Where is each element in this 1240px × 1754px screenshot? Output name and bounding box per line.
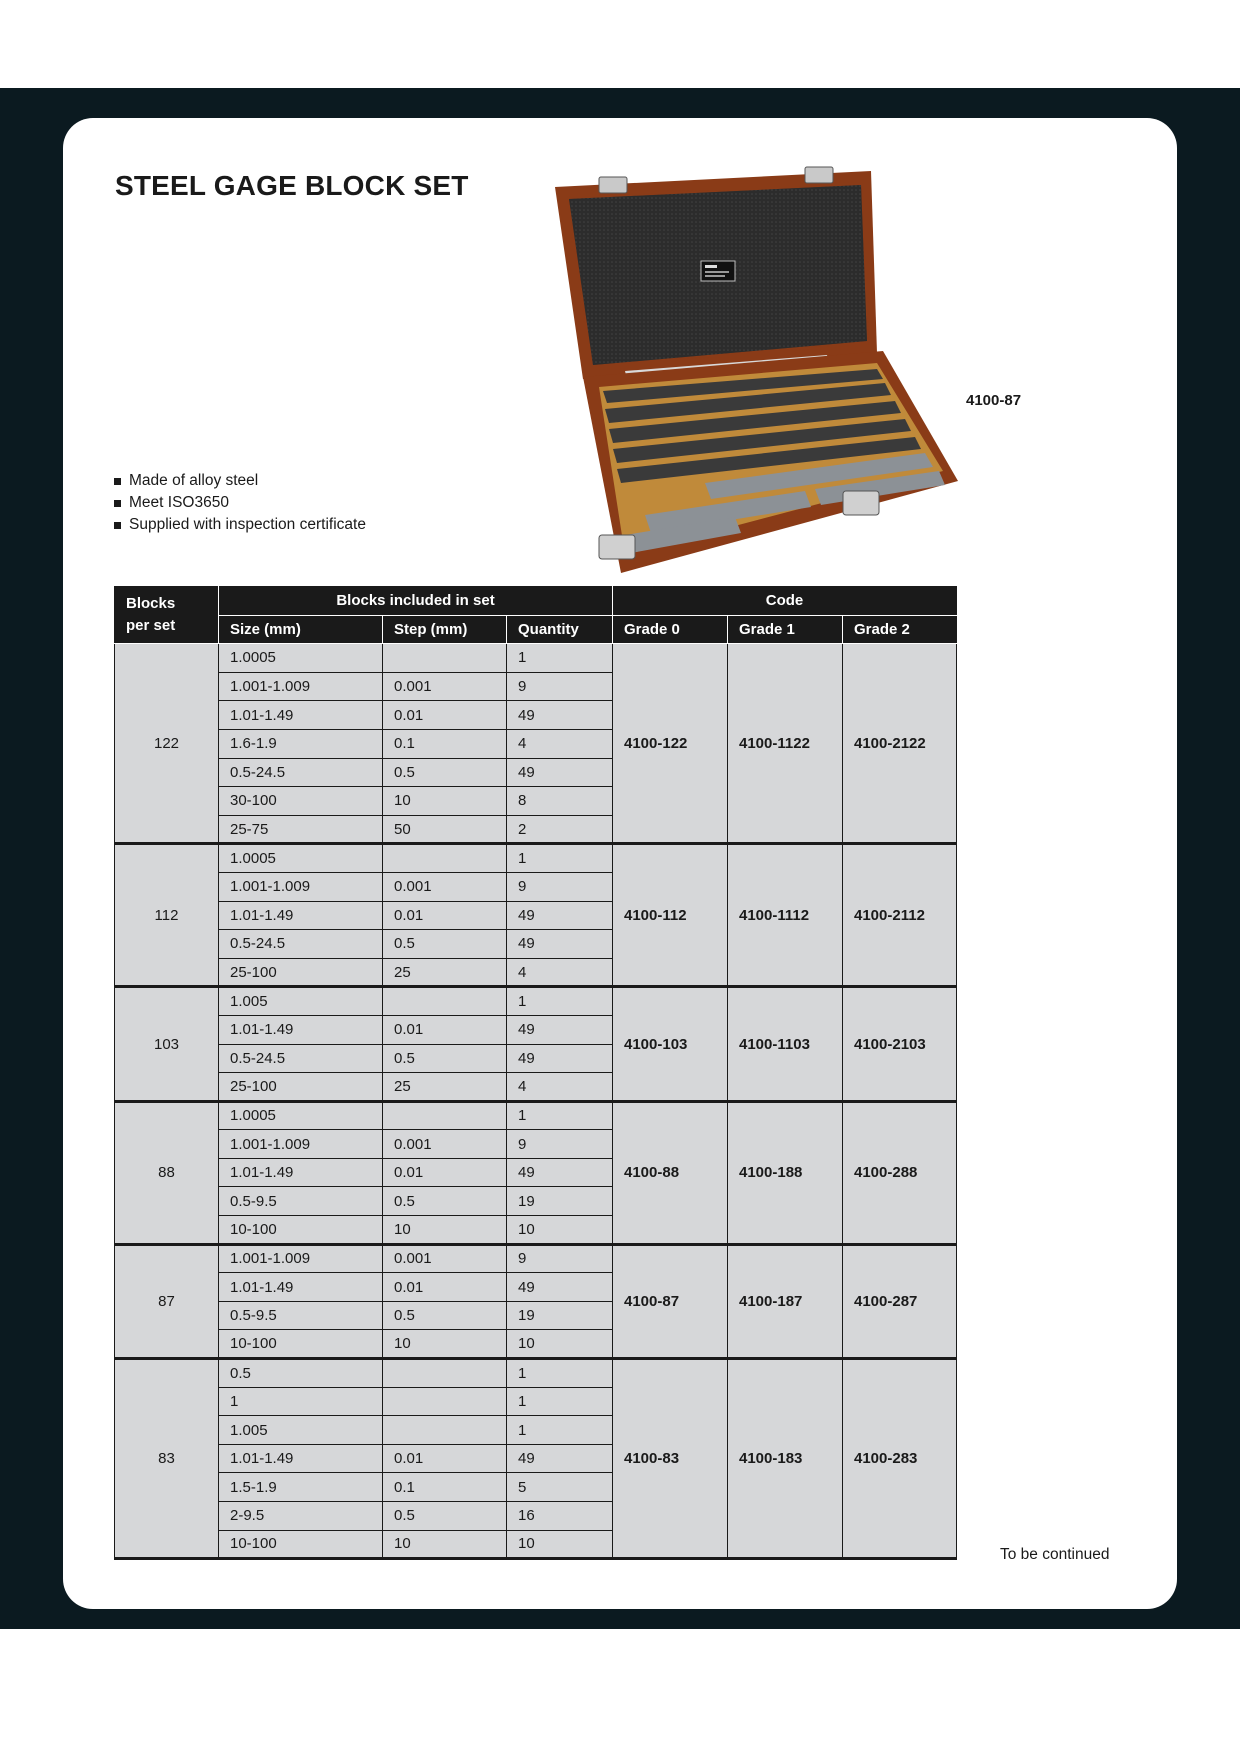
size-cell: 10-100 bbox=[219, 1530, 383, 1559]
product-image-label: 4100-87 bbox=[966, 392, 1022, 409]
header-step: Step (mm) bbox=[383, 615, 507, 644]
header-quantity: Quantity bbox=[507, 615, 613, 644]
square-bullet-icon bbox=[114, 478, 121, 485]
size-cell: 25-100 bbox=[219, 1073, 383, 1102]
step-cell bbox=[383, 1387, 507, 1416]
grade-1-code-cell: 4100-1122 bbox=[728, 644, 843, 844]
quantity-cell: 9 bbox=[507, 872, 613, 901]
step-cell: 0.01 bbox=[383, 1273, 507, 1302]
quantity-cell: 4 bbox=[507, 729, 613, 758]
step-cell: 0.01 bbox=[383, 1444, 507, 1473]
step-cell: 0.001 bbox=[383, 1130, 507, 1159]
size-cell: 1 bbox=[219, 1387, 383, 1416]
gage-block-spec-table bbox=[114, 586, 957, 1560]
square-bullet-icon bbox=[114, 522, 121, 529]
feature-item: Meet ISO3650 bbox=[114, 492, 366, 514]
feature-item: Supplied with inspection certificate bbox=[114, 514, 366, 536]
square-bullet-icon bbox=[114, 500, 121, 507]
size-cell: 1.001-1.009 bbox=[219, 1130, 383, 1159]
step-cell: 0.01 bbox=[383, 1015, 507, 1044]
size-cell: 30-100 bbox=[219, 787, 383, 816]
size-cell: 10-100 bbox=[219, 1216, 383, 1245]
step-cell: 0.5 bbox=[383, 758, 507, 787]
quantity-cell: 19 bbox=[507, 1301, 613, 1330]
size-cell: 1.01-1.49 bbox=[219, 1015, 383, 1044]
step-cell bbox=[383, 644, 507, 673]
header-grade-2: Grade 2 bbox=[843, 615, 957, 644]
quantity-cell: 10 bbox=[507, 1530, 613, 1559]
size-cell: 1.0005 bbox=[219, 1101, 383, 1130]
grade-1-code-cell: 4100-187 bbox=[728, 1244, 843, 1358]
size-cell: 1.01-1.49 bbox=[219, 1273, 383, 1302]
step-cell: 0.001 bbox=[383, 1244, 507, 1273]
table-row bbox=[115, 987, 957, 1016]
grade-2-code-cell: 4100-2122 bbox=[843, 644, 957, 844]
table-row bbox=[115, 644, 957, 673]
step-cell: 10 bbox=[383, 787, 507, 816]
quantity-cell: 1 bbox=[507, 1416, 613, 1445]
step-cell: 0.5 bbox=[383, 930, 507, 959]
grade-1-code-cell: 4100-183 bbox=[728, 1359, 843, 1559]
grade-2-code-cell: 4100-287 bbox=[843, 1244, 957, 1358]
grade-1-code-cell: 4100-1112 bbox=[728, 844, 843, 987]
step-cell: 0.5 bbox=[383, 1301, 507, 1330]
quantity-cell: 2 bbox=[507, 815, 613, 844]
size-cell: 1.5-1.9 bbox=[219, 1473, 383, 1502]
step-cell bbox=[383, 844, 507, 873]
step-cell: 25 bbox=[383, 958, 507, 987]
blocks-per-set-cell: 83 bbox=[115, 1359, 219, 1559]
grade-2-code-cell: 4100-288 bbox=[843, 1101, 957, 1244]
grade-2-code-cell: 4100-2112 bbox=[843, 844, 957, 987]
step-cell bbox=[383, 987, 507, 1016]
size-cell: 0.5-9.5 bbox=[219, 1187, 383, 1216]
quantity-cell: 5 bbox=[507, 1473, 613, 1502]
step-cell: 0.1 bbox=[383, 729, 507, 758]
quantity-cell: 49 bbox=[507, 901, 613, 930]
table-row bbox=[115, 1244, 957, 1273]
grade-0-code-cell: 4100-87 bbox=[613, 1244, 728, 1358]
quantity-cell: 49 bbox=[507, 758, 613, 787]
step-cell: 0.5 bbox=[383, 1044, 507, 1073]
blocks-per-set-cell: 122 bbox=[115, 644, 219, 844]
table-row bbox=[115, 844, 957, 873]
step-cell: 0.01 bbox=[383, 701, 507, 730]
quantity-cell: 9 bbox=[507, 1130, 613, 1159]
header-blocks-included: Blocks included in set bbox=[219, 587, 613, 616]
gage-block-case-image bbox=[555, 165, 960, 575]
size-cell: 2-9.5 bbox=[219, 1502, 383, 1531]
header-grade-0: Grade 0 bbox=[613, 615, 728, 644]
size-cell: 1.01-1.49 bbox=[219, 701, 383, 730]
quantity-cell: 1 bbox=[507, 644, 613, 673]
size-cell: 1.01-1.49 bbox=[219, 1158, 383, 1187]
grade-0-code-cell: 4100-103 bbox=[613, 987, 728, 1101]
quantity-cell: 49 bbox=[507, 1444, 613, 1473]
quantity-cell: 1 bbox=[507, 1387, 613, 1416]
header-blocks-per-set: Blocks per set bbox=[115, 587, 219, 644]
quantity-cell: 9 bbox=[507, 1244, 613, 1273]
step-cell: 50 bbox=[383, 815, 507, 844]
size-cell: 0.5-24.5 bbox=[219, 758, 383, 787]
step-cell: 0.5 bbox=[383, 1502, 507, 1531]
quantity-cell: 49 bbox=[507, 1015, 613, 1044]
size-cell: 1.001-1.009 bbox=[219, 672, 383, 701]
step-cell bbox=[383, 1101, 507, 1130]
quantity-cell: 49 bbox=[507, 1273, 613, 1302]
quantity-cell: 19 bbox=[507, 1187, 613, 1216]
step-cell: 0.01 bbox=[383, 901, 507, 930]
header-code: Code bbox=[613, 587, 957, 616]
size-cell: 25-100 bbox=[219, 958, 383, 987]
size-cell: 1.001-1.009 bbox=[219, 872, 383, 901]
grade-1-code-cell: 4100-1103 bbox=[728, 987, 843, 1101]
size-cell: 1.005 bbox=[219, 1416, 383, 1445]
quantity-cell: 4 bbox=[507, 1073, 613, 1102]
size-cell: 0.5-24.5 bbox=[219, 930, 383, 959]
step-cell: 10 bbox=[383, 1330, 507, 1359]
blocks-per-set-cell: 88 bbox=[115, 1101, 219, 1244]
grade-2-code-cell: 4100-2103 bbox=[843, 987, 957, 1101]
step-cell: 0.5 bbox=[383, 1187, 507, 1216]
size-cell: 1.005 bbox=[219, 987, 383, 1016]
size-cell: 1.01-1.49 bbox=[219, 901, 383, 930]
step-cell: 0.01 bbox=[383, 1158, 507, 1187]
quantity-cell: 4 bbox=[507, 958, 613, 987]
size-cell: 1.0005 bbox=[219, 644, 383, 673]
quantity-cell: 1 bbox=[507, 844, 613, 873]
quantity-cell: 1 bbox=[507, 1101, 613, 1130]
step-cell bbox=[383, 1416, 507, 1445]
grade-2-code-cell: 4100-283 bbox=[843, 1359, 957, 1559]
quantity-cell: 10 bbox=[507, 1330, 613, 1359]
to-be-continued-note: To be continued bbox=[1000, 1546, 1110, 1563]
quantity-cell: 49 bbox=[507, 1158, 613, 1187]
size-cell: 1.0005 bbox=[219, 844, 383, 873]
size-cell: 0.5-24.5 bbox=[219, 1044, 383, 1073]
table-row bbox=[115, 1101, 957, 1130]
size-cell: 0.5 bbox=[219, 1359, 383, 1388]
step-cell: 10 bbox=[383, 1530, 507, 1559]
quantity-cell: 8 bbox=[507, 787, 613, 816]
grade-0-code-cell: 4100-88 bbox=[613, 1101, 728, 1244]
feature-list bbox=[114, 470, 366, 536]
size-cell: 0.5-9.5 bbox=[219, 1301, 383, 1330]
blocks-per-set-cell: 112 bbox=[115, 844, 219, 987]
size-cell: 10-100 bbox=[219, 1330, 383, 1359]
size-cell: 1.6-1.9 bbox=[219, 729, 383, 758]
spec-table-body bbox=[115, 644, 957, 1559]
quantity-cell: 49 bbox=[507, 701, 613, 730]
step-cell: 0.1 bbox=[383, 1473, 507, 1502]
feature-item: Made of alloy steel bbox=[114, 470, 366, 492]
table-row bbox=[115, 1359, 957, 1388]
blocks-per-set-cell: 103 bbox=[115, 987, 219, 1101]
quantity-cell: 10 bbox=[507, 1216, 613, 1245]
step-cell: 0.001 bbox=[383, 872, 507, 901]
size-cell: 1.01-1.49 bbox=[219, 1444, 383, 1473]
quantity-cell: 1 bbox=[507, 987, 613, 1016]
header-grade-1: Grade 1 bbox=[728, 615, 843, 644]
quantity-cell: 1 bbox=[507, 1359, 613, 1388]
step-cell: 0.001 bbox=[383, 672, 507, 701]
grade-0-code-cell: 4100-112 bbox=[613, 844, 728, 987]
header-size: Size (mm) bbox=[219, 615, 383, 644]
quantity-cell: 9 bbox=[507, 672, 613, 701]
quantity-cell: 49 bbox=[507, 1044, 613, 1073]
step-cell bbox=[383, 1359, 507, 1388]
step-cell: 10 bbox=[383, 1216, 507, 1245]
blocks-per-set-cell: 87 bbox=[115, 1244, 219, 1358]
grade-0-code-cell: 4100-83 bbox=[613, 1359, 728, 1559]
quantity-cell: 16 bbox=[507, 1502, 613, 1531]
grade-0-code-cell: 4100-122 bbox=[613, 644, 728, 844]
size-cell: 25-75 bbox=[219, 815, 383, 844]
quantity-cell: 49 bbox=[507, 930, 613, 959]
step-cell: 25 bbox=[383, 1073, 507, 1102]
page-title: STEEL GAGE BLOCK SET bbox=[115, 170, 469, 201]
grade-1-code-cell: 4100-188 bbox=[728, 1101, 843, 1244]
size-cell: 1.001-1.009 bbox=[219, 1244, 383, 1273]
